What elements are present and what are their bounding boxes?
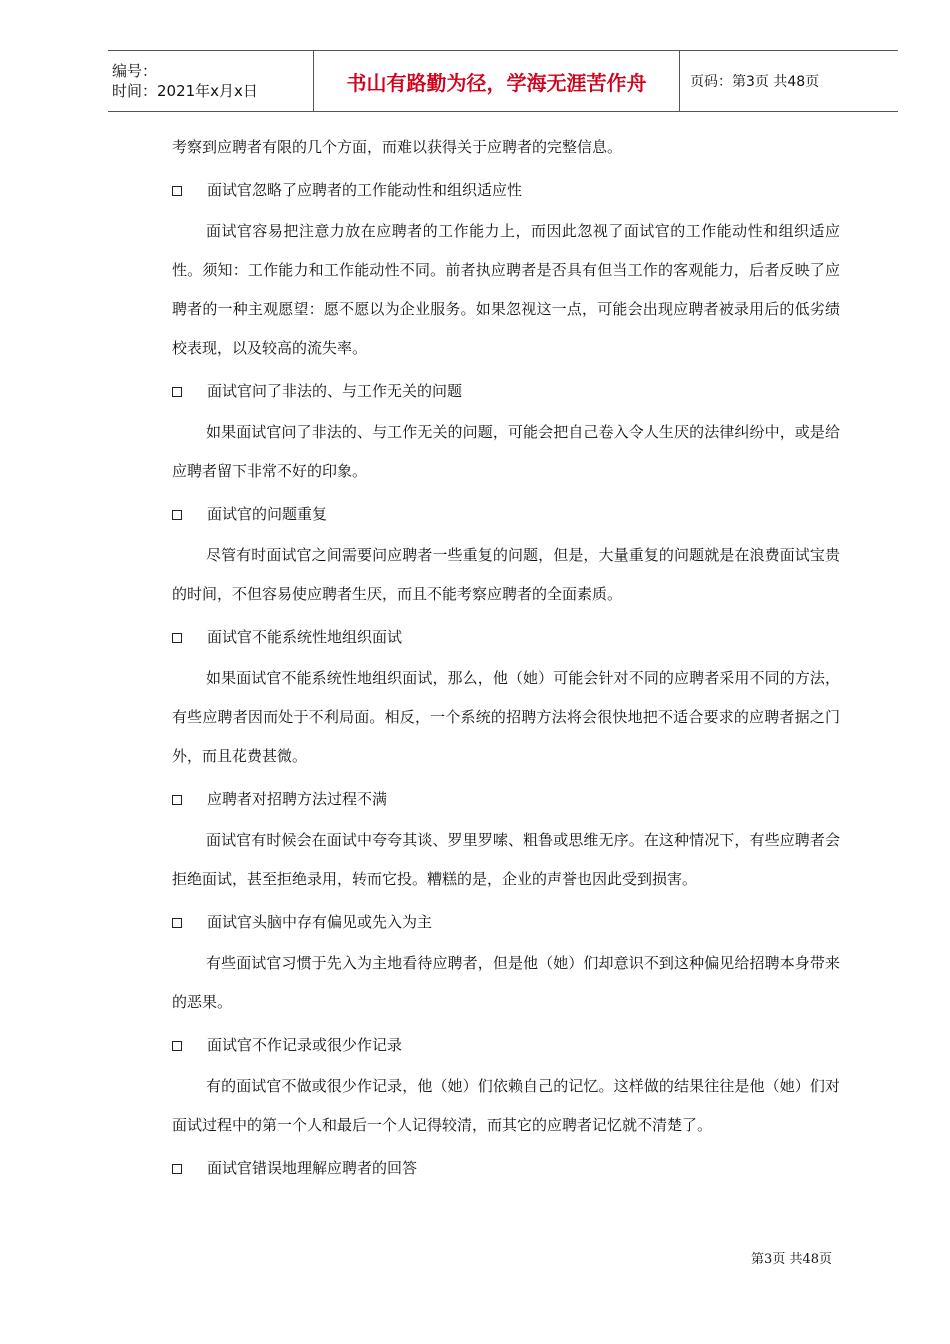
checkbox-square-icon [172, 795, 182, 805]
page-header [108, 50, 898, 112]
checkbox-square-icon [172, 186, 182, 196]
body-paragraph: 如果面试官问了非法的、与工作无关的问题，可能会把自己卷入令人生厌的法律纠纷中，或是给应聘者留下非常不好的印象。 [172, 423, 840, 480]
body-paragraph: 有些面试官习惯于先入为主地看待应聘者，但是他（她）们却意识不到这种偏见给招聘本身带来的恶果。 [172, 954, 840, 1011]
section-heading [172, 780, 840, 819]
header-page-cell [680, 51, 898, 111]
header-motto: 书山有路勤为径，学海无涯苦作舟 [346, 70, 647, 95]
document-body [172, 128, 840, 1190]
section-heading [172, 618, 840, 657]
checkbox-square-icon [172, 387, 182, 397]
section-heading-text: 面试官头脑中存有偏见或先入为主 [207, 913, 433, 931]
section-heading [172, 372, 840, 411]
section-heading-text: 面试官忽略了应聘者的工作能动性和组织适应性 [207, 181, 523, 199]
header-meta [108, 51, 313, 111]
header-motto-cell [313, 51, 680, 111]
checkbox-square-icon [172, 1041, 182, 1051]
section-heading-text: 应聘者对招聘方法过程不满 [207, 790, 388, 808]
body-paragraph: 考察到应聘者有限的几个方面，而难以获得关于应聘者的完整信息。 [172, 138, 623, 156]
document-number-label: 编号： [112, 62, 158, 80]
document-time: 时间：2021年x月x日 [112, 82, 258, 100]
section-heading-text: 面试官的问题重复 [207, 505, 328, 523]
body-paragraph: 尽管有时面试官之间需要问应聘者一些重复的问题，但是，大量重复的问题就是在浪费面试宝贵的时间，不但容易使应聘者生厌，而且不能考察应聘者的全面素质。 [172, 546, 840, 603]
section-heading [172, 1149, 840, 1188]
checkbox-square-icon [172, 510, 182, 520]
section-heading [172, 495, 840, 534]
page-footer: 第3页 共48页 [751, 1252, 832, 1267]
checkbox-square-icon [172, 1164, 182, 1174]
checkbox-square-icon [172, 918, 182, 928]
section-heading [172, 1026, 840, 1065]
body-paragraph: 面试官容易把注意力放在应聘者的工作能力上，而因此忽视了面试官的工作能动性和组织适应性。须知：工作能力和工作能动性不同。前者执应聘者是否具有但当工作的客观能力，后者反映了应聘者的一种主观愿望：愿不愿以为企业服务。如果忽视这一点，可能会出现应聘者被录用后的低劣绩校表现，以及较高的流失率。 [172, 222, 840, 357]
section-heading [172, 903, 840, 942]
body-paragraph: 有的面试官不做或很少作记录，他（她）们依赖自己的记忆。这样做的结果往往是他（她）们对面试过程中的第一个人和最后一个人记得较清，而其它的应聘者记忆就不清楚了。 [172, 1077, 840, 1134]
section-heading [172, 171, 840, 210]
section-heading-text: 面试官问了非法的、与工作无关的问题 [207, 382, 463, 400]
section-heading-text: 面试官不作记录或很少作记录 [207, 1036, 403, 1054]
body-paragraph: 如果面试官不能系统性地组织面试，那么，他（她）可能会针对不同的应聘者采用不同的方法，有些应聘者因而处于不利局面。相反，一个系统的招聘方法将会很快地把不适合要求的应聘者据之门外，而且花费甚微。 [172, 669, 840, 765]
checkbox-square-icon [172, 633, 182, 643]
section-heading-text: 面试官错误地理解应聘者的回答 [207, 1159, 418, 1177]
section-heading-text: 面试官不能系统性地组织面试 [207, 628, 403, 646]
body-paragraph: 面试官有时候会在面试中夸夸其谈、罗里罗嗦、粗鲁或思维无序。在这种情况下，有些应聘者会拒绝面试，甚至拒绝录用，转而它投。糟糕的是，企业的声誉也因此受到损害。 [172, 831, 840, 888]
header-page-info: 页码：第3页 共48页 [690, 74, 820, 90]
